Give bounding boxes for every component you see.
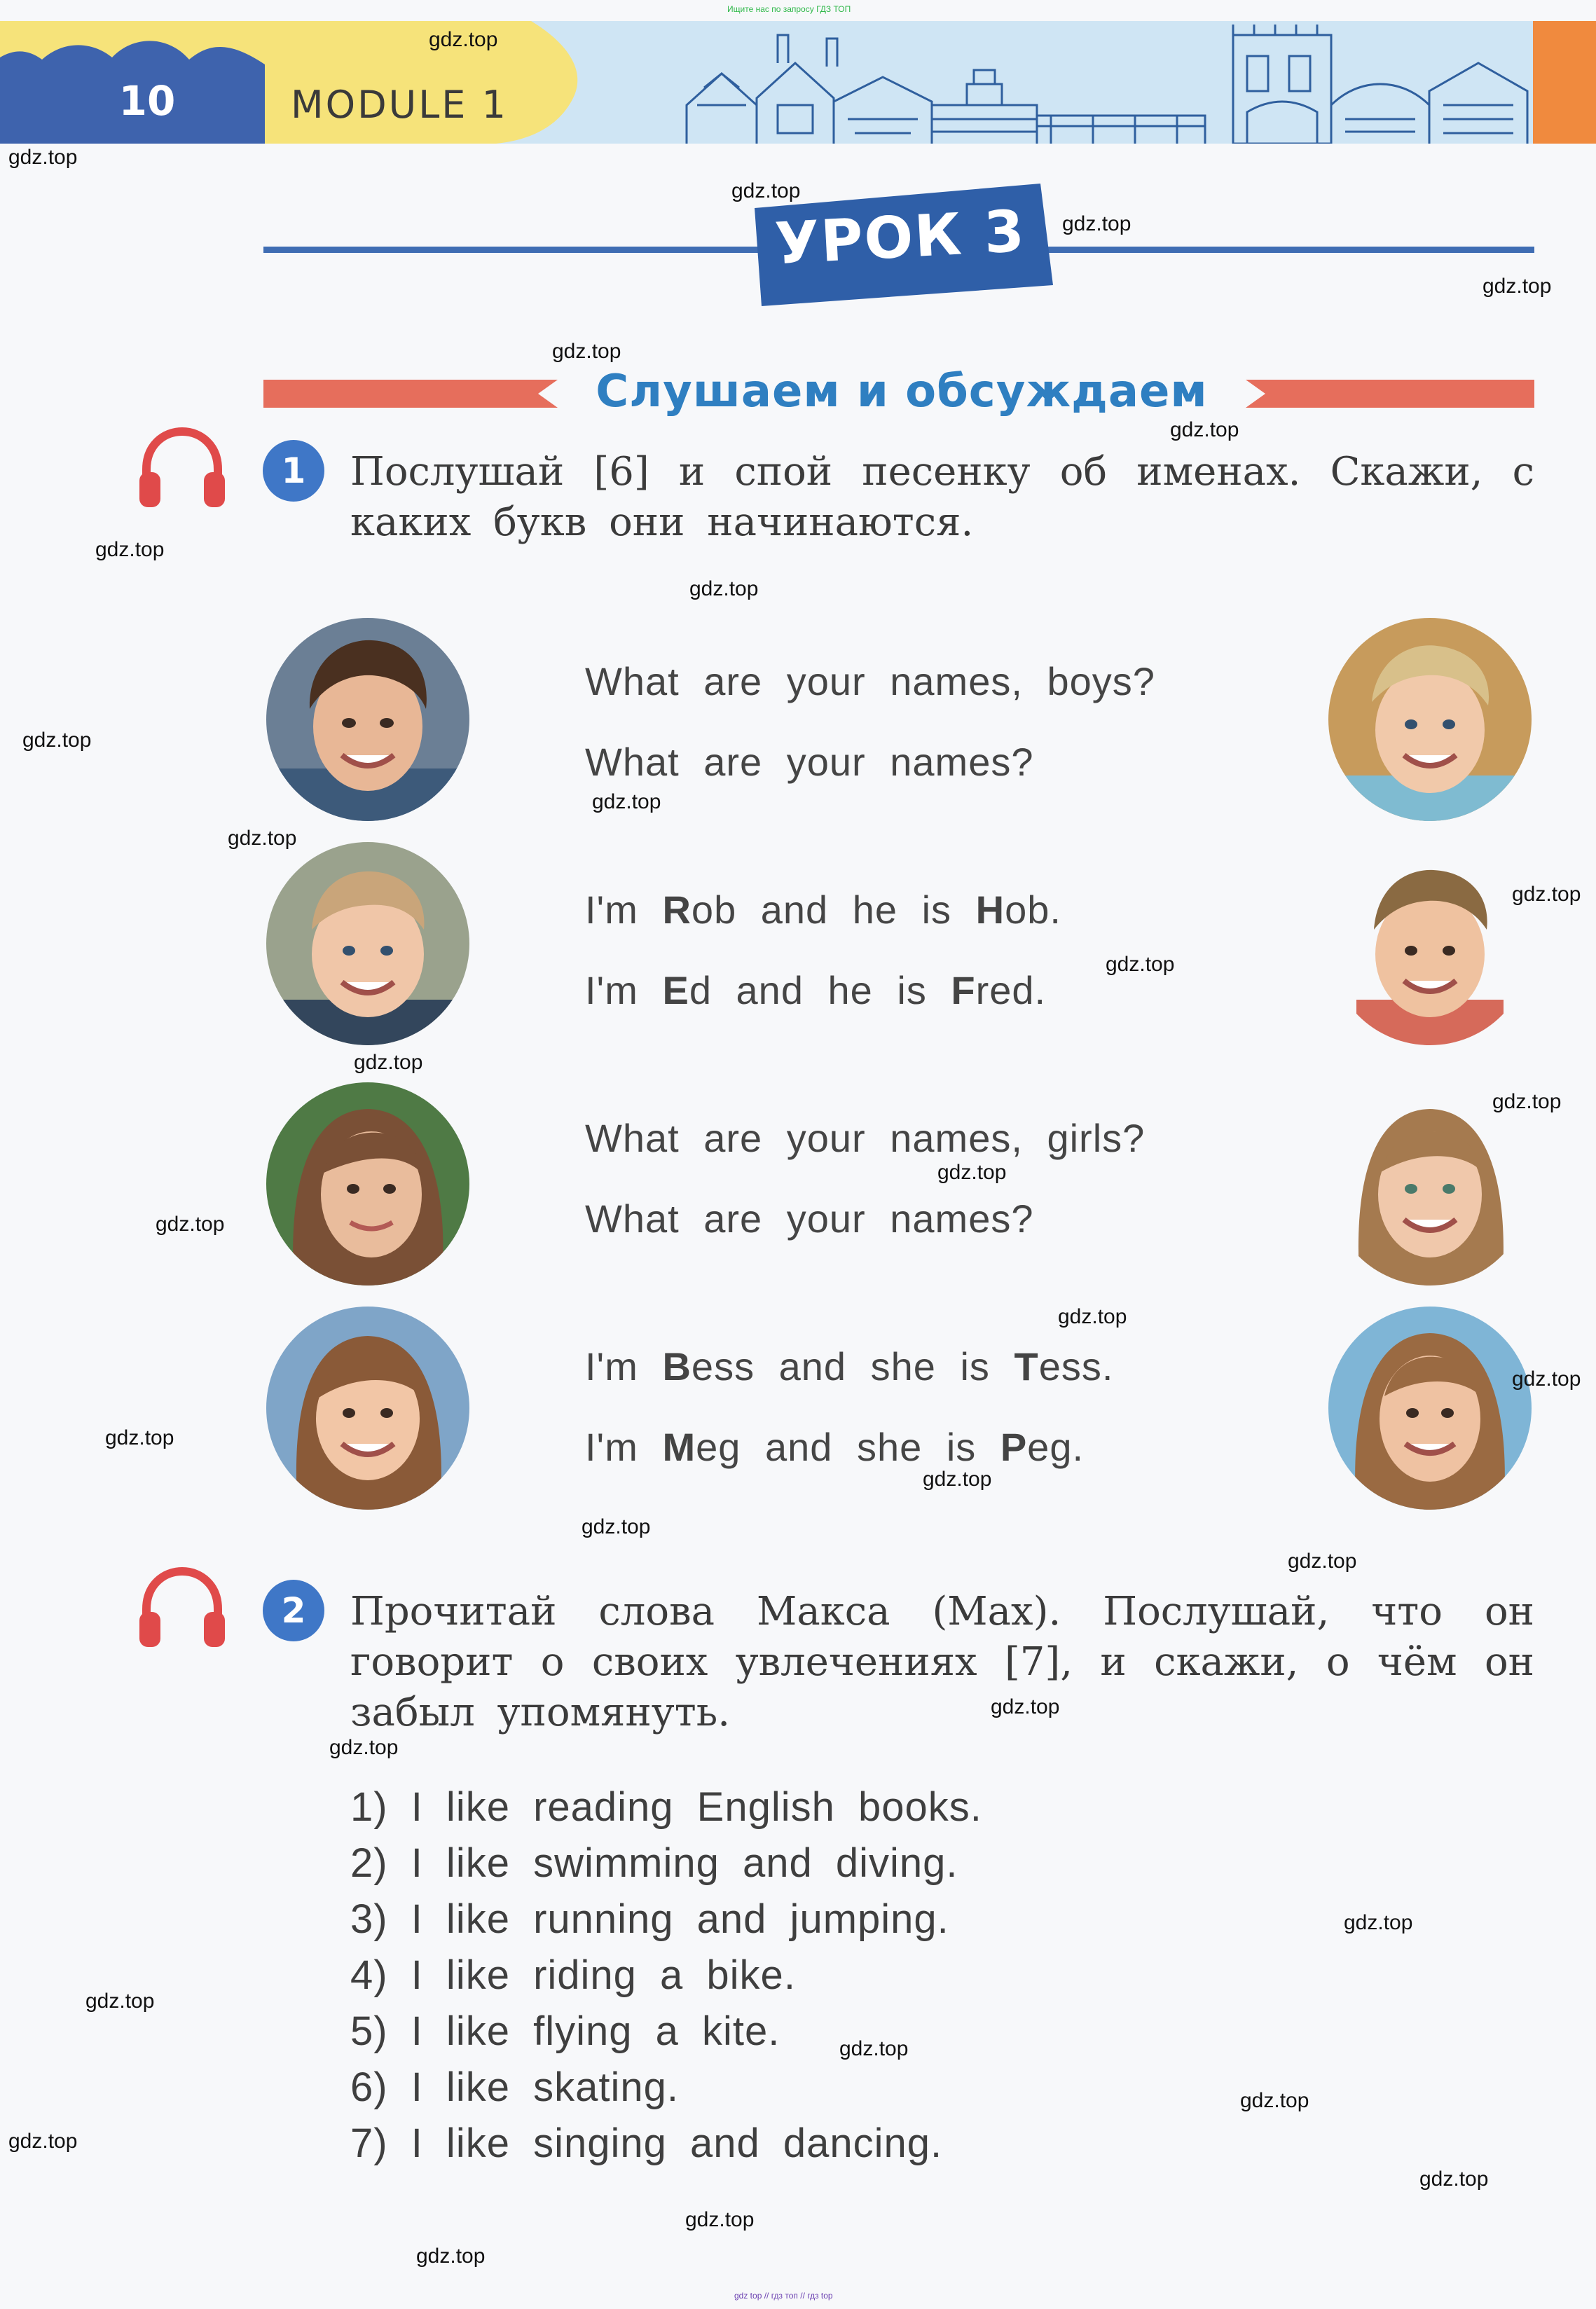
watermark: gdz.top [552,340,621,363]
watermark: gdz.top [923,1468,992,1491]
watermark: gdz.top [416,2245,486,2268]
footer-note: gdz top // гдз топ // гдз top [734,2291,833,2301]
hobby-item: 3) I like running and jumping. [350,1896,949,1942]
lesson-label: УРОК 3 [773,198,1028,278]
song-line: What are your names? [585,740,1034,784]
hobby-item: 4) I like riding a bike. [350,1952,796,1998]
child-photo-girl [266,1082,469,1286]
song-line: What are your names, boys? [585,659,1155,703]
exercise-number: 2 [263,1580,324,1641]
exercise-instruction: Послушай [6] и спой песенку об именах. Скажи, с каких букв они начинаются. [350,449,1534,545]
watermark: gdz.top [1170,418,1239,441]
search-note: Ищите нас по запросу ГДЗ ТОП [727,4,851,14]
watermark: gdz.top [429,28,498,51]
watermark: gdz.top [1106,953,1175,976]
child-photo-boy [1328,842,1532,1045]
watermark: gdz.top [1058,1305,1127,1328]
exercise-number: 1 [263,440,324,502]
watermark: gdz.top [1240,2089,1309,2112]
hobby-item: 7) I like singing and dancing. [350,2121,943,2166]
watermark: gdz.top [329,1736,399,1759]
watermark: gdz.top [1344,1911,1413,1934]
page-number: 10 [118,77,176,125]
watermark: gdz.top [105,1426,174,1449]
watermark: gdz.top [85,1990,155,2013]
watermark: gdz.top [1062,212,1131,235]
section-title: Слушаем и обсуждаем [596,366,1208,418]
watermark: gdz.top [1483,275,1552,298]
hobby-item: 2) I like swimming and diving. [350,1840,958,1886]
watermark: gdz.top [1288,1550,1357,1573]
exercise-instruction: Прочитай слова Макса (Max). Послушай, что он говорит о своих увлечениях [7], и скажи, о чём он забыл упомянуть. [350,1589,1534,1735]
song-line: I'm Ed and he is Fred. [585,968,1047,1012]
watermark: gdz.top [8,146,78,169]
ribbon-left [263,380,558,408]
watermark: gdz.top [156,1213,225,1236]
watermark: gdz.top [228,827,297,850]
headphones-icon [137,1566,228,1650]
song-line: I'm Rob and he is Hob. [585,888,1061,932]
watermark: gdz.top [839,2037,909,2060]
header-orange-stripe [1533,21,1596,144]
child-photo-boy [266,842,469,1045]
song-line: I'm Bess and she is Tess. [585,1344,1114,1388]
watermark: gdz.top [354,1051,423,1074]
watermark: gdz.top [937,1161,1007,1184]
hobby-item: 6) I like skating. [350,2065,679,2110]
watermark: gdz.top [689,577,759,600]
watermark: gdz.top [1512,883,1581,906]
watermark: gdz.top [731,179,801,202]
watermark: gdz.top [8,2130,78,2153]
child-photo-girl [1328,1307,1532,1510]
watermark: gdz.top [582,1515,651,1538]
watermark: gdz.top [95,538,165,561]
song-line: I'm Meg and she is Peg. [585,1425,1085,1469]
child-photo-girl [266,1307,469,1510]
hobby-item: 5) I like flying a kite. [350,2008,780,2054]
header-cloud-decoration [0,21,265,84]
hobby-item: 1) I like reading English books. [350,1784,982,1830]
module-title: MODULE 1 [291,83,508,127]
watermark: gdz.top [1512,1367,1581,1391]
song-line: What are your names, girls? [585,1116,1146,1160]
child-photo-boy [1328,618,1532,821]
watermark: gdz.top [22,729,92,752]
watermark: gdz.top [1492,1090,1562,1113]
song-line: What are your names? [585,1197,1034,1241]
ribbon-right [1246,380,1534,408]
town-illustration [673,21,1533,144]
watermark: gdz.top [685,2208,755,2231]
watermark: gdz.top [1419,2167,1489,2191]
watermark: gdz.top [592,790,661,813]
child-photo-boy [266,618,469,821]
headphones-icon [137,426,228,510]
watermark: gdz.top [991,1695,1060,1718]
